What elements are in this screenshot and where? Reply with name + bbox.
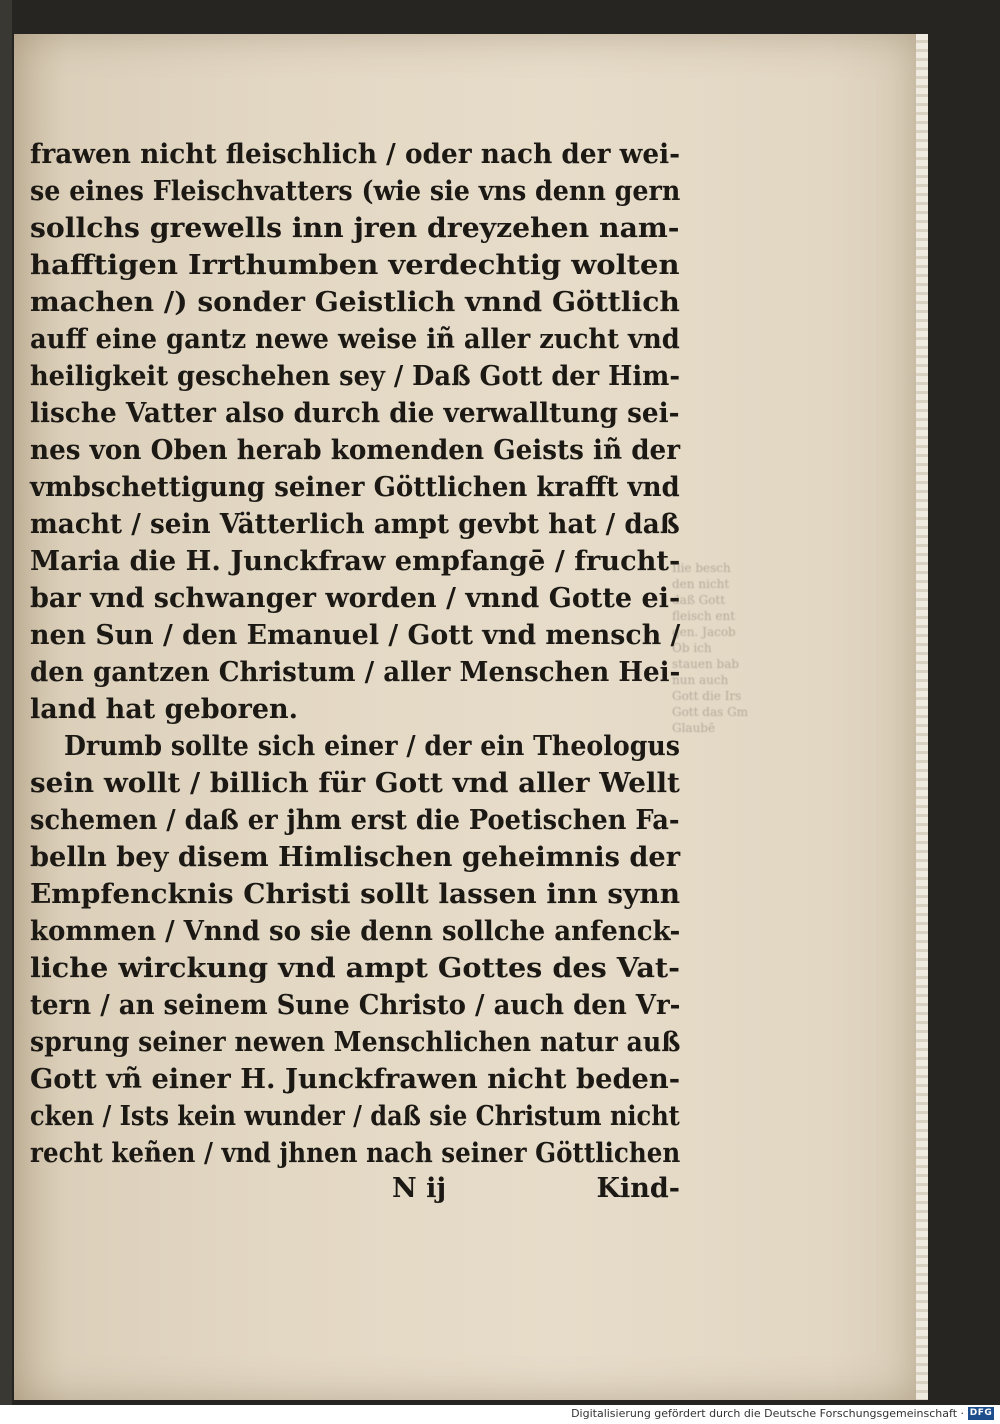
scan-left-strip [0,0,12,1405]
text-line-6: auff eine gantz newe weise iñ aller zucht vnd [30,324,680,355]
text-line-8: lische Vatter also durch die verwalltung sei- [30,398,680,429]
text-line-4: hafftigen Irrthumben verdechtig wolten [30,250,680,281]
text-line-19: schemen / daß er jhm erst die Poetischen Fa- [30,805,680,836]
text-line-25: sprung seiner newen Menschlichen natur auß [30,1027,681,1058]
show-through-text: Ilie besch den nicht daß Gott fleisch ent gen. Jacob Ob ich stauen bab nun auch Gott die Irs Gott das Gm Glaubē [672,561,749,735]
text-line-17: Drumb sollte sich einer / der ein Theologus [64,731,681,762]
text-line-1: frawen nicht fleischlich / oder nach der wei- [30,139,681,170]
text-line-7: heiligkeit geschehen sey / Daß Gott der Him- [30,361,681,392]
text-line-23: liche wirckung vnd ampt Gottes des Vat- [30,953,681,984]
text-line-28: recht keñen / vnd jhnen nach seiner Göttlichen [30,1138,681,1169]
text-line-5: machen /) sonder Geistlich vnnd Göttlich [30,287,680,318]
dfg-logo: DFG [969,1408,993,1418]
text-line-24: tern / an seinem Sune Christo / auch den Vr- [30,990,681,1021]
text-line-22: kommen / Vnnd so sie denn sollche anfenck- [30,916,681,947]
text-line-13: bar vnd schwanger worden / vnnd Gotte ei- [30,583,681,614]
text-line-9: nes von Oben herab komenden Geists iñ der [30,435,681,466]
page-deckle-edge [916,34,928,1400]
text-line-16: land hat geboren. [30,694,299,725]
text-line-18: sein wollt / billich für Gott vnd aller Wellt [30,768,680,799]
text-line-15: den gantzen Christum / aller Menschen Hei- [30,657,681,688]
page-footer [30,1172,680,1206]
text-line-26: Gott vñ einer H. Junckfrawen nicht beden- [30,1064,681,1095]
text-line-12: Maria die H. Junckfraw empfangē / frucht- [30,546,681,577]
text-line-14: nen Sun / den Emanuel / Gott vnd mensch / [30,620,681,651]
text-line-10: vmbschettigung seiner Göttlichen krafft vnd [30,472,680,503]
text-line-21: Empfencknis Christi sollt lassen inn synn [30,879,681,910]
text-line-20: belln bey disem Himlischen geheimnis der [30,842,681,873]
text-line-3: sollchs grewells inn jren dreyzehen nam- [30,213,680,244]
catchword: Kind- [596,1173,680,1204]
text-line-11: macht / sein Vätterlich ampt gevbt hat / daß [30,509,680,540]
funding-credit: Digitalisierung gefördert durch die Deutsche Forschungsgemeinschaft · [571,1407,964,1420]
signature-mark: N ij [392,1173,447,1204]
text-line-2: se eines Fleischvatters (wie sie vns denn gern [30,176,681,207]
text-line-27: cken / Ists kein wunder / daß sie Christum nicht [30,1101,680,1132]
